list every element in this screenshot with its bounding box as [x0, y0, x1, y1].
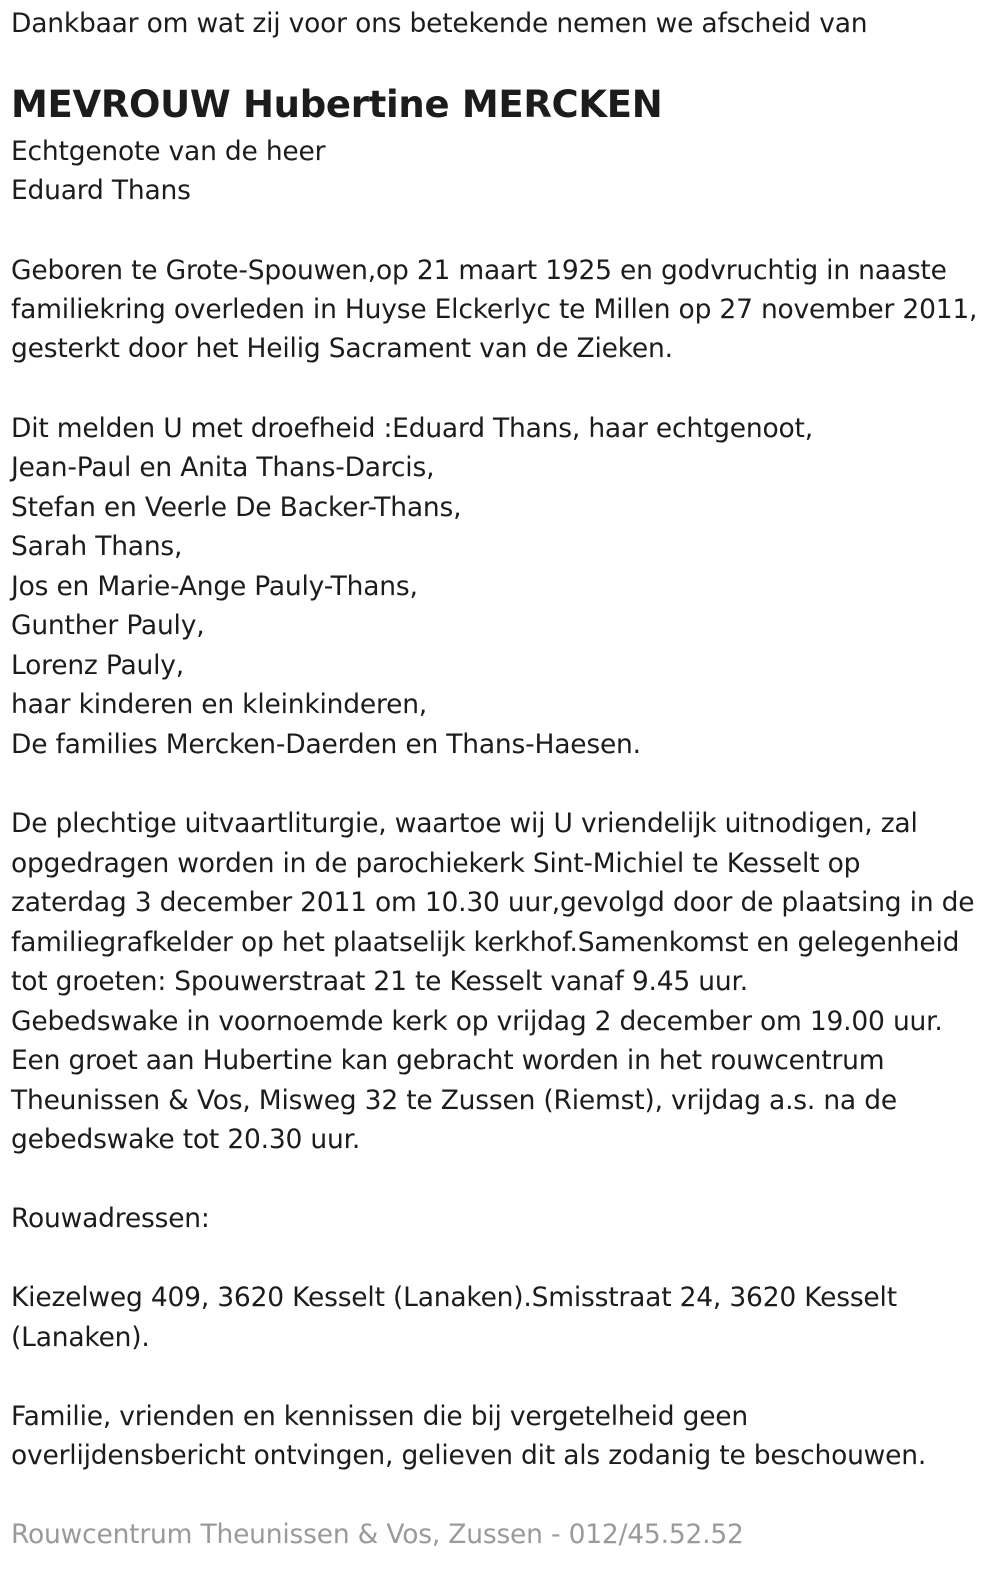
family-line: De families Mercken-Daerden en Thans-Haesen. [11, 729, 641, 760]
spouse-line: Echtgenote van de heer [11, 136, 326, 167]
closing-line: overlijdensbericht ontvingen, gelieven dit als zodanig te beschouwen. [11, 1440, 927, 1471]
ceremony-line: De plechtige uitvaartliturgie, waartoe wij U vriendelijk uitnodigen, zal [11, 808, 918, 839]
ceremony-line: zaterdag 3 december 2011 om 10.30 uur,gevolgd door de plaatsing in de [11, 887, 975, 918]
ceremony-line: tot groeten: Spouwerstraat 21 te Kesselt vanaf 9.45 uur. [11, 966, 748, 997]
ceremony-line: Een groet aan Hubertine kan gebracht worden in het rouwcentrum [11, 1045, 885, 1076]
funeral-home-footer: Rouwcentrum Theunissen & Vos, Zussen - 012/45.52.52 [11, 1519, 744, 1550]
ceremony-line: familiegrafkelder op het plaatselijk kerkhof.Samenkomst en gelegenheid [11, 927, 960, 958]
ceremony-line: Gebedswake in voornoemde kerk op vrijdag 2 december om 19.00 uur. [11, 1006, 943, 1037]
ceremony-line: opgedragen worden in de parochiekerk Sint-Michiel te Kesselt op [11, 848, 861, 879]
ceremony-line: Theunissen & Vos, Misweg 32 te Zussen (Riemst), vrijdag a.s. na de [11, 1085, 897, 1116]
family-line: Lorenz Pauly, [11, 650, 184, 681]
address-line: (Lanaken). [11, 1322, 150, 1353]
family-line: Jos en Marie-Ange Pauly-Thans, [11, 571, 418, 602]
family-line: Jean-Paul en Anita Thans-Darcis, [11, 452, 435, 483]
birth-death-line: gesterkt door het Heilig Sacrament van de Zieken. [11, 333, 673, 364]
address-line: Kiezelweg 409, 3620 Kesselt (Lanaken).Smisstraat 24, 3620 Kesselt [11, 1282, 897, 1313]
birth-death-line: familiekring overleden in Huyse Elckerlyc te Millen op 27 november 2011, [11, 294, 978, 325]
ceremony-line: gebedswake tot 20.30 uur. [11, 1124, 361, 1155]
family-line: Gunther Pauly, [11, 610, 205, 641]
intro-line: Dankbaar om wat zij voor ons betekende nemen we afscheid van [11, 8, 868, 39]
addresses-label: Rouwadressen: [11, 1203, 210, 1234]
family-line: Dit melden U met droefheid :Eduard Thans, haar echtgenoot, [11, 413, 813, 444]
family-line: Sarah Thans, [11, 531, 183, 562]
deceased-name: MEVROUW Hubertine MERCKEN [11, 83, 663, 126]
closing-line: Familie, vrienden en kennissen die bij vergetelheid geen [11, 1401, 749, 1432]
family-line: Stefan en Veerle De Backer-Thans, [11, 492, 462, 523]
birth-death-line: Geboren te Grote-Spouwen,op 21 maart 1925 en godvruchtig in naaste [11, 255, 947, 286]
spouse-line: Eduard Thans [11, 175, 191, 206]
family-line: haar kinderen en kleinkinderen, [11, 689, 428, 720]
